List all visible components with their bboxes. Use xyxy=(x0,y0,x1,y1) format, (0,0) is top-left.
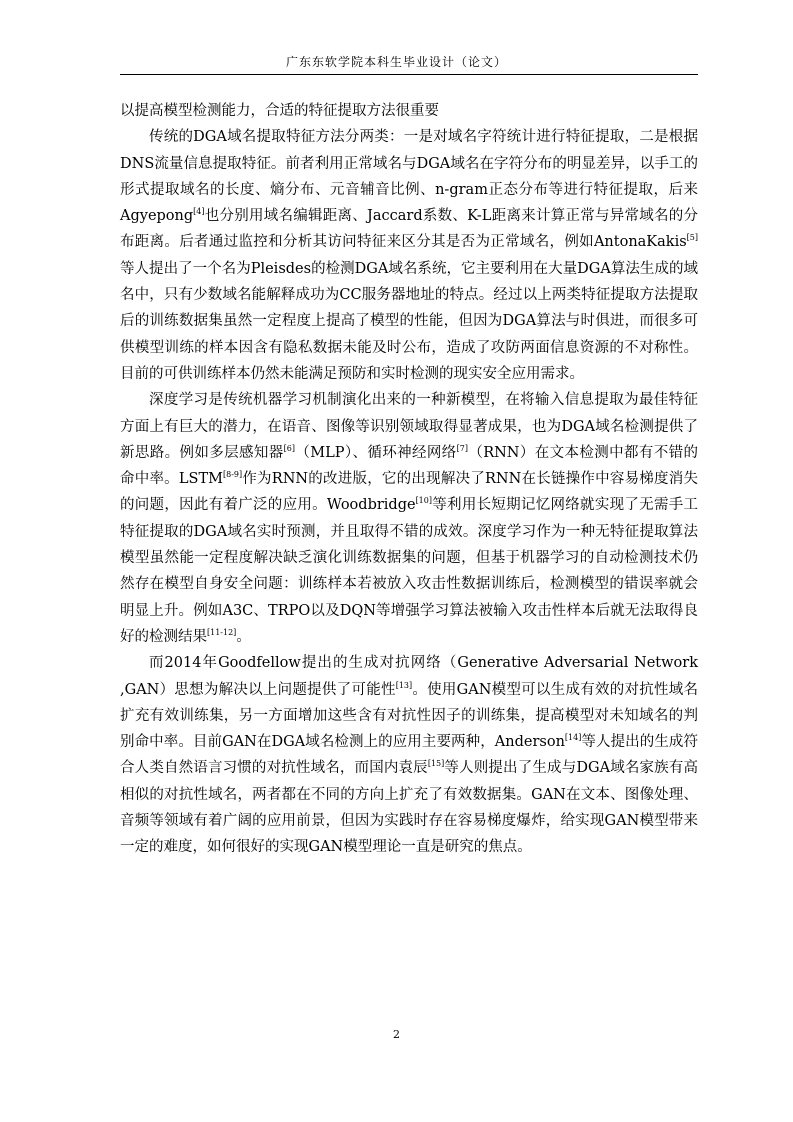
text-run: 也分别用域名编辑距离、Jaccard系数、K-L距离来计算正常与异常域名的分布距离。后者通过监控和分析其访问特征来区分其是否为正常域名，例如AntonaKakis xyxy=(120,208,698,251)
page-number: 2 xyxy=(393,1028,400,1041)
paragraph xyxy=(120,650,698,860)
text-run: 等人提出了一个名为Pleisdes的检测DGA域名系统，它主要利用在大量DGA算法生成的域名中，只有少数域名能解释成功为CC服务器地址的特点。经过以上两类特征提取方法提取后的训练数据集虽然一定程度上提高了模型的性能，但因为DGA算法与时俱进，而很多可供模型训练的样本因含有隐私数据未能及时公布，造成了攻防两面信息资源的不对称性。目前的可供训练样本仍然未能满足预防和实时检测的现实安全应用需求。 xyxy=(120,260,698,382)
citation-ref: [8-9] xyxy=(222,470,243,480)
paragraph xyxy=(120,387,698,650)
text-run: 传统的DGA域名提取特征方法分两类：一是对域名字符统计进行特征提取，二是根据DNS流量信息提取特征。前者利用正常域名与DGA域名在字符分布的明显差异，以手工的形式提取域名的长度、熵分布、元音辅音比例、n-gram正态分布等进行特征提取，后来Agyepong xyxy=(120,129,698,225)
paragraph xyxy=(120,124,698,387)
text-run: 深度学习是传统机器学习机制演化出来的一种新模型，在将输入信息提取为最佳特征方面上有巨大的潜力，在语音、图像等识别领域取得显著成果，也为DGA域名检测提供了新思路。例如多层感知器 xyxy=(120,392,698,461)
text-run: 作为RNN的改进版，它的出现解决了RNN在长链操作中容易梯度消失的问题，因此有着广泛的应用。Woodbridge xyxy=(120,471,698,514)
citation-ref: [15] xyxy=(427,759,445,769)
text-run: 等人则提出了生成与DGA域名家族有高相似的对抗性域名，两者都在不同的方向上扩充了有效数据集。GAN在文本、图像处理、音频等领域有着广阔的应用前景，但因为实践时存在容易梯度爆炸，给实现GAN模型带来一定的难度，如何很好的实现GAN模型理论一直是研究的焦点。 xyxy=(120,760,698,856)
text-run: 等人提出的生成符合人类自然语言习惯的对抗性域名，而国内袁辰 xyxy=(120,734,698,777)
citation-ref: [7] xyxy=(456,443,468,453)
citation-ref: [10] xyxy=(415,496,432,506)
citation-ref: [14] xyxy=(564,733,582,743)
citation-ref: [5] xyxy=(686,233,698,243)
body-text xyxy=(120,98,698,861)
header-rule xyxy=(120,74,698,75)
text-run: （RNN）在文本检测中都有不错的命中率。LSTM xyxy=(120,444,699,488)
text-run: 以提高模型检测能力，合适的特征提取方法很重要 xyxy=(120,103,439,119)
citation-ref: [6] xyxy=(283,443,295,453)
citation-ref: [11-12] xyxy=(207,627,237,637)
text-run: 等利用长短期记忆网络就实现了无需手工特征提取的DGA域名实时预测，并且取得不错的成效。深度学习作为一种无特征提取算法模型虽然能一定程度解决缺乏演化训练数据集的问题，但基于机器学习的自动检测技术仍然存在模型自身安全问题：训练样本若被放入攻击性数据训练后，检测模型的错误率就会明显上升。例如A3C、TRPO以及DQN等增强学习算法被输入攻击性样本后就无法取得良好的检测结果 xyxy=(120,497,699,645)
text-run: 而2014年Goodfellow提出的生成对抗网络（Generative Adversarial Network ,GAN）思想为解决以上问题提供了可能性 xyxy=(120,655,698,698)
citation-ref: [4] xyxy=(193,207,205,217)
text-run: 。 xyxy=(236,628,251,645)
text-run: 。使用GAN模型可以生成有效的对抗性域名扩充有效训练集，另一方面增加这些含有对抗性因子的训练集，提高模型对未知域名的判别命中率。目前GAN在DGA域名检测上的应用主要两种，Anderson xyxy=(120,681,698,751)
running-header: 广东东软学院本科生毕业设计（论文） xyxy=(285,55,507,69)
citation-ref: [13] xyxy=(395,680,413,690)
text-run: （MLP）、循环神经网络 xyxy=(294,444,457,461)
paragraph xyxy=(120,98,698,124)
